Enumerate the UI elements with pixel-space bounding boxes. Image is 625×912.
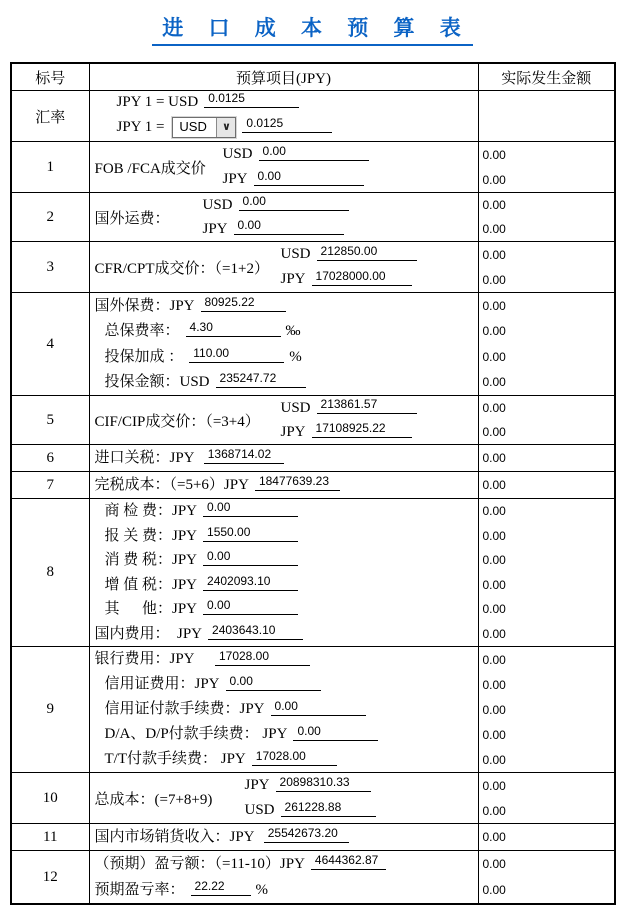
actual-amount: 0.00 [482, 830, 506, 844]
actual-amount: 0.00 [482, 401, 506, 415]
line-label: D/A、D/P付款手续费： JPY [104, 726, 288, 743]
row-id: 2 [11, 193, 89, 242]
currency-label: USD [244, 802, 275, 819]
value-field[interactable]: 235247.72 [216, 372, 306, 388]
table-row [11, 396, 615, 445]
line-label: （预期）盈亏额：（=11-10）JPY [94, 855, 305, 872]
currency-line [280, 421, 417, 441]
line-label: 投保金额：USD [104, 374, 210, 390]
actual-amount: 0.00 [482, 478, 506, 492]
actual-amount: 0.00 [482, 451, 506, 465]
value-field[interactable]: 25542673.20 [264, 827, 349, 843]
line-label: 消 费 税：JPY [104, 552, 198, 568]
currency-line [202, 218, 349, 238]
row-id: 7 [11, 472, 89, 499]
value-field[interactable]: 0.00 [239, 195, 349, 211]
line-label: 进口关税：JPY [94, 449, 198, 466]
actual-amount: 0.00 [482, 752, 506, 767]
line-label: 预期盈亏率： [94, 881, 185, 898]
row-id: 10 [11, 773, 89, 824]
value-field[interactable]: 1550.00 [203, 526, 298, 542]
value-field[interactable]: 0.00 [293, 725, 378, 741]
actual-amount: 0.00 [482, 702, 506, 717]
exchange-rate-line [117, 117, 478, 138]
fee-line [94, 294, 478, 315]
unit-label: ‰ [285, 323, 301, 339]
fee-line [94, 622, 478, 643]
value-field[interactable]: 1368714.02 [204, 448, 284, 464]
table-row [11, 472, 615, 499]
row-label: 国外运费： [94, 210, 170, 227]
value-field[interactable]: 0.00 [234, 219, 344, 235]
row-id: 8 [11, 499, 89, 647]
header-col-id: 标号 [11, 63, 89, 91]
currency-label: USD [280, 399, 311, 416]
line-label: 国内市场销货收入：JPY [94, 828, 258, 845]
fee-line [104, 673, 478, 693]
line-label: 投保加成 ： [104, 348, 184, 365]
fee-line [104, 320, 478, 340]
fee-line [104, 524, 478, 545]
row-id: 3 [11, 242, 89, 293]
value-field[interactable]: 261228.88 [281, 801, 376, 817]
line-label: 总保费率： [104, 323, 180, 339]
fee-line [104, 371, 478, 391]
line-label: 国内费用： JPY [94, 625, 203, 642]
actual-amount-cell [478, 91, 615, 142]
fee-line [94, 447, 478, 467]
fee-line [104, 598, 478, 618]
table-row [11, 824, 615, 851]
fee-line [94, 853, 478, 873]
fee-line [94, 474, 478, 494]
fee-line [104, 748, 478, 768]
table-header-row [11, 63, 615, 91]
line-label: 信用证付款手续费：JPY [104, 701, 265, 718]
row-id: 汇率 [11, 91, 89, 142]
table-row [11, 193, 615, 242]
actual-amount: 0.00 [482, 652, 506, 667]
value-field[interactable]: 0.00 [271, 700, 366, 716]
row-id: 4 [11, 293, 89, 396]
currency-line [280, 243, 417, 263]
currency-label: JPY [244, 777, 270, 794]
actual-amount: 0.00 [482, 375, 506, 390]
table-row [11, 142, 615, 193]
currency-line [280, 268, 417, 288]
unit-label: % [289, 348, 302, 365]
currency-label: USD [202, 196, 233, 213]
line-label: JPY 1 = USD [116, 94, 199, 111]
value-field[interactable]: 0.0125 [242, 117, 332, 133]
value-field[interactable]: 212850.00 [317, 245, 417, 261]
row-label: CIF/CIP成交价：（=3+4） [94, 413, 260, 430]
value-field[interactable]: 0.00 [226, 675, 321, 691]
table-row [11, 647, 615, 773]
row-id: 1 [11, 142, 89, 193]
line-label: 其 他：JPY [104, 601, 198, 617]
table-row [11, 91, 615, 142]
exchange-rate-line [116, 91, 478, 111]
fee-line [94, 826, 478, 846]
value-field[interactable]: 17028000.00 [312, 270, 412, 286]
value-field[interactable]: 0.00 [254, 170, 364, 186]
currency-label: JPY [222, 171, 248, 188]
header-col-items: 预算项目(JPY) [89, 63, 478, 91]
fee-line [104, 500, 478, 520]
row-label: FOB /FCA成交价 [94, 160, 206, 177]
line-label: JPY 1 = [116, 119, 165, 136]
fee-line [94, 648, 478, 668]
value-field[interactable]: 0.00 [203, 599, 298, 615]
row-label: CFR/CPT成交价：（=1+2） [94, 260, 269, 277]
row-id: 9 [11, 647, 89, 773]
value-field[interactable]: 20898310.33 [276, 776, 371, 792]
value-field[interactable]: 0.00 [259, 145, 369, 161]
value-field[interactable]: 2403643.10 [208, 624, 303, 640]
page-title: 进 口 成 本 预 算 表 [152, 12, 473, 46]
actual-amount: 0.00 [482, 324, 506, 339]
budget-table [10, 62, 616, 905]
page-header [0, 12, 625, 46]
value-field[interactable]: 17028.00 [215, 650, 310, 666]
line-label: 增 值 税：JPY [104, 576, 198, 593]
actual-amount: 0.00 [482, 298, 506, 313]
value-field[interactable]: 17108925.22 [312, 422, 412, 438]
line-label: 国外保费：JPY [94, 297, 195, 314]
line-label: 完税成本：（=5+6）JPY [94, 476, 249, 493]
actual-amount: 0.00 [482, 272, 506, 287]
line-label: 银行费用：JPY [94, 651, 209, 668]
fee-line [104, 549, 478, 569]
actual-amount: 0.00 [482, 528, 506, 543]
currency-label: USD [280, 246, 311, 263]
actual-amount: 0.00 [482, 425, 506, 439]
actual-amount: 0.00 [482, 553, 506, 568]
table-row [11, 773, 615, 824]
value-field[interactable]: 0.0125 [204, 92, 299, 108]
row-id: 6 [11, 445, 89, 472]
fee-line [104, 723, 478, 743]
value-field[interactable]: 4.30 [186, 321, 281, 337]
value-field[interactable]: 0.00 [203, 501, 298, 517]
table-row [11, 851, 615, 905]
actual-amount: 0.00 [482, 222, 506, 236]
actual-amount: 0.00 [482, 677, 506, 692]
row-label: 总成本：(=7+8+9) [94, 791, 213, 808]
value-field[interactable]: 4644362.87 [311, 854, 386, 870]
value-field[interactable]: 80925.22 [201, 296, 286, 312]
actual-amount: 0.00 [482, 803, 506, 818]
currency-label: JPY [202, 220, 228, 237]
line-label: 报 关 费：JPY [104, 527, 198, 544]
actual-amount: 0.00 [482, 349, 506, 364]
actual-amount: 0.00 [482, 247, 506, 262]
actual-amount: 0.00 [482, 147, 506, 162]
table-row [11, 293, 615, 396]
value-field[interactable]: 18477639.23 [255, 475, 340, 491]
actual-amount: 0.00 [482, 626, 506, 641]
fee-line [104, 698, 478, 718]
line-label: 信用证费用：JPY [104, 676, 220, 693]
actual-amount: 0.00 [482, 778, 506, 793]
fee-line [104, 345, 478, 366]
actual-amount: 0.00 [482, 577, 506, 592]
currency-line [280, 397, 417, 417]
line-label: 商 检 费：JPY [104, 503, 198, 519]
actual-amount: 0.00 [482, 504, 506, 519]
line-label: T/T付款手续费： JPY [104, 751, 246, 768]
value-field[interactable]: 0.00 [203, 550, 298, 566]
actual-amount: 0.00 [482, 602, 506, 617]
value-field[interactable]: 22.22 [191, 880, 251, 896]
table-row [11, 445, 615, 472]
currency-line [202, 194, 349, 214]
currency-line [244, 774, 376, 794]
actual-amount: 0.00 [482, 172, 506, 187]
chevron-down-icon[interactable]: ∨ [216, 118, 235, 137]
currency-select[interactable] [172, 117, 236, 138]
currency-select-value: USD [179, 119, 207, 135]
currency-line [222, 143, 369, 163]
table-row [11, 242, 615, 293]
fee-line [104, 573, 478, 594]
fee-line [94, 879, 478, 899]
actual-amount: 0.00 [482, 198, 506, 212]
actual-amount: 0.00 [482, 883, 506, 897]
currency-line [244, 799, 376, 819]
table-row [11, 499, 615, 647]
currency-label: JPY [280, 271, 306, 288]
currency-line [222, 168, 369, 188]
actual-amount: 0.00 [482, 727, 506, 742]
currency-label: JPY [280, 423, 306, 440]
header-col-actual: 实际发生金额 [478, 63, 615, 91]
row-id: 11 [11, 824, 89, 851]
value-field[interactable]: 2402093.10 [203, 575, 298, 591]
value-field[interactable]: 213861.57 [317, 398, 417, 414]
value-field[interactable]: 110.00 [189, 347, 284, 363]
unit-label: % [255, 881, 269, 898]
row-id: 12 [11, 851, 89, 905]
value-field[interactable]: 17028.00 [252, 750, 337, 766]
currency-label: USD [222, 146, 253, 163]
actual-amount: 0.00 [482, 857, 506, 871]
row-id: 5 [11, 396, 89, 445]
